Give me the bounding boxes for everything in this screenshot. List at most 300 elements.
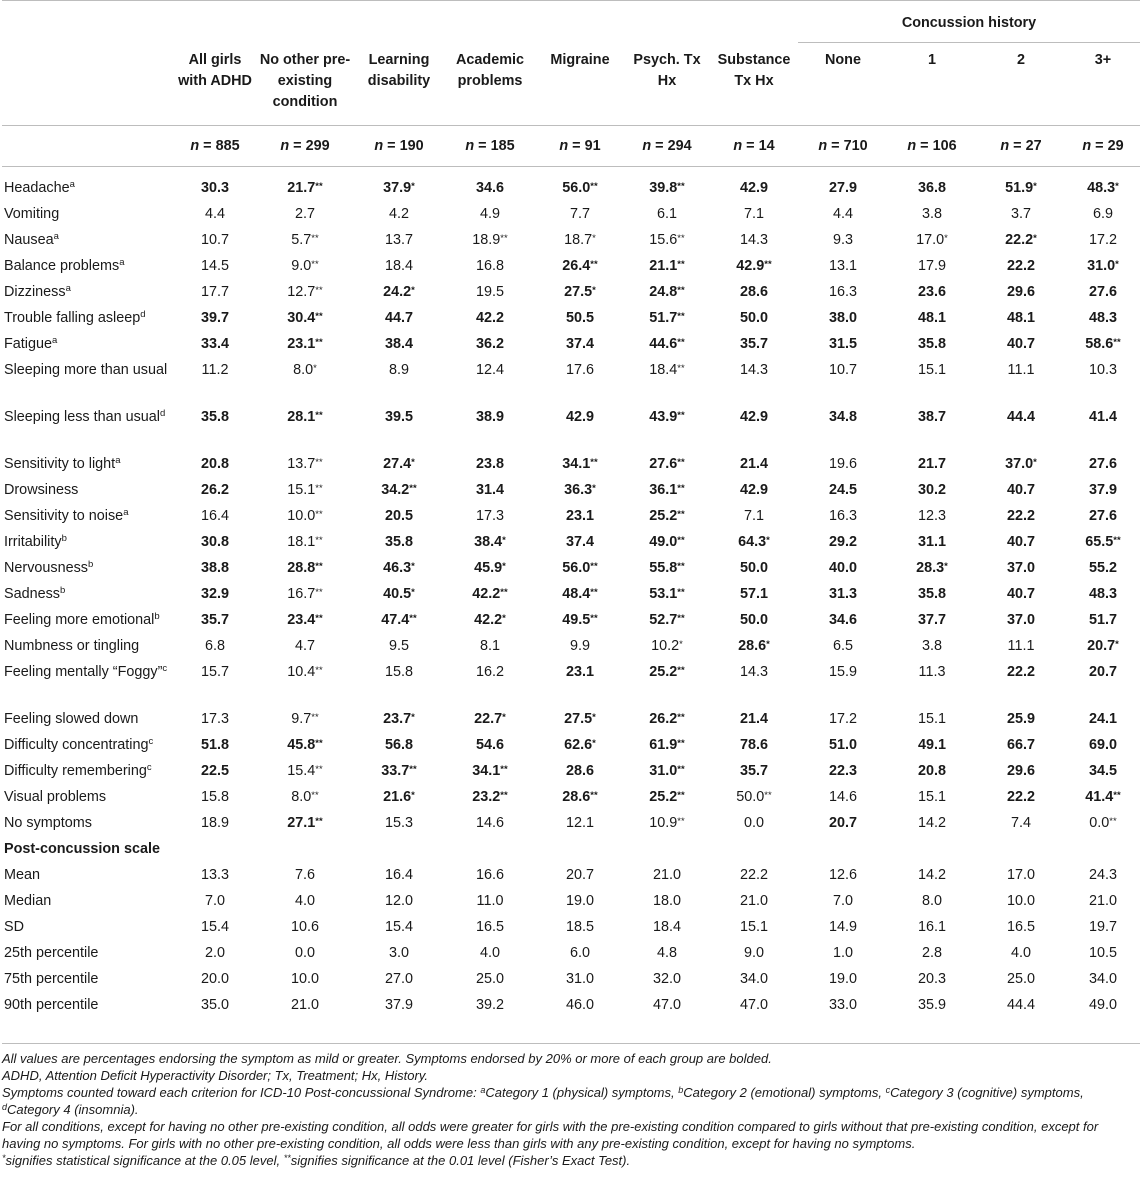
row-label: Balance problems$^a$ bbox=[4, 256, 125, 274]
row-label: 25th percentile bbox=[4, 944, 99, 961]
table-cell: 15.3 bbox=[384, 814, 413, 831]
row-label: Median bbox=[4, 892, 52, 909]
table-cell: 23.2** bbox=[472, 788, 508, 805]
table-cell: 38.9 bbox=[475, 408, 504, 425]
table-notes bbox=[2, 1050, 1138, 1169]
sample-size-cell: n = 710 bbox=[798, 126, 888, 167]
table-cell: 28.6 bbox=[565, 762, 594, 779]
table-row bbox=[2, 732, 1140, 758]
table-cell: 27.6 bbox=[1088, 455, 1117, 472]
table-cell: 16.8 bbox=[475, 257, 504, 274]
table-cell: 21.7 bbox=[917, 455, 946, 472]
table-cell: 36.8 bbox=[917, 180, 946, 196]
table-cell: 4.9 bbox=[479, 205, 500, 222]
sample-size-cell: n = 14 bbox=[710, 126, 798, 167]
table-row bbox=[2, 659, 1140, 706]
table-cell: 39.2 bbox=[475, 996, 504, 1013]
table-cell: 4.7 bbox=[294, 637, 315, 654]
table-row bbox=[2, 404, 1140, 451]
table-cell: 17.3 bbox=[475, 507, 504, 524]
table-cell: 35.8 bbox=[384, 533, 413, 550]
table-cell: 27.1** bbox=[287, 814, 323, 831]
concussion-history-header: Concussion history bbox=[798, 1, 1140, 43]
table-cell: 24.5 bbox=[828, 481, 857, 498]
table-cell: 56.0** bbox=[562, 180, 598, 196]
table-cell: 37.0 bbox=[1006, 611, 1035, 628]
table-cell: 48.3 bbox=[1088, 309, 1117, 326]
table-cell: 44.6** bbox=[649, 335, 685, 352]
table-row bbox=[2, 607, 1140, 633]
table-cell: 18.9** bbox=[472, 231, 508, 248]
sample-size-cell: n = 299 bbox=[256, 126, 354, 167]
table-cell: 9.5 bbox=[388, 637, 409, 654]
table-cell: 46.3* bbox=[383, 559, 415, 576]
table-cell: 51.0 bbox=[828, 736, 857, 753]
table-row bbox=[2, 305, 1140, 331]
table-cell: 36.3* bbox=[564, 481, 596, 498]
table-cell: 10.7 bbox=[828, 361, 857, 378]
table-cell: 47.0 bbox=[652, 996, 681, 1013]
column-header: All girls with ADHD bbox=[178, 51, 252, 89]
row-label: Irritability$^b$ bbox=[4, 532, 67, 550]
table-cell: 3.8 bbox=[921, 205, 942, 222]
table-cell: 8.0 bbox=[921, 892, 942, 909]
table-cell: 40.7 bbox=[1006, 585, 1035, 602]
table-cell: 48.3* bbox=[1087, 180, 1119, 196]
table-cell: 19.0 bbox=[828, 970, 857, 987]
table-cell: 37.4 bbox=[565, 335, 594, 352]
note-line-2: ADHD, Attention Deficit Hyperactivity Disorder; Tx, Treatment; Hx, History. bbox=[2, 1068, 428, 1083]
row-label: No symptoms bbox=[4, 814, 92, 831]
table-cell: 19.5 bbox=[475, 283, 504, 300]
table-cell: 15.1 bbox=[739, 918, 768, 935]
table-cell: 37.9 bbox=[1088, 481, 1117, 498]
table-cell: 15.8 bbox=[200, 788, 229, 805]
table-cell: 16.5 bbox=[475, 918, 504, 935]
table-cell: 34.5 bbox=[1088, 762, 1117, 779]
table-cell: 49.0 bbox=[1088, 996, 1117, 1013]
table-cell: 26.4** bbox=[562, 257, 598, 274]
table-cell: 42.9 bbox=[739, 408, 768, 425]
table-cell: 37.9* bbox=[383, 180, 415, 196]
table-cell: 41.4** bbox=[1085, 788, 1121, 805]
table-row bbox=[2, 529, 1140, 555]
table-cell: 22.7* bbox=[474, 710, 506, 727]
row-label: SD bbox=[4, 918, 24, 935]
row-label: Difficulty remembering$^c$ bbox=[4, 761, 152, 779]
table-row bbox=[2, 331, 1140, 357]
table-cell: 15.4** bbox=[287, 762, 323, 779]
table-cell: 14.5 bbox=[200, 257, 229, 274]
note-line-3: Symptoms counted toward each criterion for ICD-10 Post-concussional Syndrome: $^a$Category 1 (physical) symptoms, $^b$Category 2 (emotional) symptoms, $^c$Category 3 (cognitive) symptoms, $^d$Category 4 (insomnia). bbox=[2, 1085, 1084, 1117]
sample-size-row bbox=[2, 126, 1140, 167]
table-cell: 27.6 bbox=[1088, 283, 1117, 300]
table-cell: 2.0 bbox=[204, 944, 225, 961]
table-cell: 26.2 bbox=[200, 481, 229, 498]
table-cell: 16.4 bbox=[384, 866, 413, 883]
row-label: Visual problems bbox=[4, 788, 107, 805]
table-cell: 16.3 bbox=[828, 507, 857, 524]
table-cell: 15.1 bbox=[917, 710, 946, 727]
table-cell: 4.0 bbox=[1010, 944, 1031, 961]
table-cell: 31.1 bbox=[917, 533, 946, 550]
table-cell: 39.8** bbox=[649, 180, 685, 196]
table-cell: 22.5 bbox=[200, 762, 229, 779]
table-cell: 22.2 bbox=[739, 866, 768, 883]
table-cell: 20.7 bbox=[565, 866, 594, 883]
table-cell: 21.7** bbox=[287, 180, 323, 196]
row-label: Vomiting bbox=[4, 205, 60, 222]
table-cell: 18.7* bbox=[564, 231, 596, 248]
table-cell: 49.1 bbox=[917, 736, 946, 753]
sample-size-cell: n = 106 bbox=[888, 126, 976, 167]
table-row bbox=[2, 784, 1140, 810]
table-cell: 4.0 bbox=[294, 892, 315, 909]
table-cell: 27.6 bbox=[1088, 507, 1117, 524]
table-cell: 13.7 bbox=[384, 231, 413, 248]
table-cell: 16.5 bbox=[1006, 918, 1035, 935]
table-row bbox=[2, 451, 1140, 477]
table-cell: 78.6 bbox=[739, 736, 768, 753]
table-cell: 20.5 bbox=[384, 507, 413, 524]
table-cell: 25.2** bbox=[649, 788, 685, 805]
table-cell: 14.6 bbox=[828, 788, 857, 805]
row-label: Mean bbox=[4, 866, 40, 883]
table-cell: 42.9** bbox=[736, 257, 772, 274]
table-cell: 42.2* bbox=[474, 611, 506, 628]
table-cell: 16.6 bbox=[475, 866, 504, 883]
table-cell: 27.0 bbox=[384, 970, 413, 987]
table-cell: 31.4 bbox=[475, 481, 504, 498]
table-cell: 33.7** bbox=[381, 762, 417, 779]
table-cell: 50.0 bbox=[739, 559, 768, 576]
table-cell: 12.4 bbox=[475, 361, 504, 378]
row-label: Sadness$^b$ bbox=[4, 584, 66, 602]
table-cell: 24.1 bbox=[1088, 710, 1117, 727]
table-cell: 7.1 bbox=[743, 205, 764, 222]
table-cell: 8.1 bbox=[479, 637, 500, 654]
table-cell: 19.7 bbox=[1088, 918, 1117, 935]
table-cell: 21.6* bbox=[383, 788, 415, 805]
table-cell: 50.0 bbox=[739, 309, 768, 326]
table-cell: 38.7 bbox=[917, 408, 946, 425]
table-cell: 13.3 bbox=[200, 866, 229, 883]
table-cell: 2.8 bbox=[921, 944, 942, 961]
table-cell: 17.7 bbox=[200, 283, 229, 300]
table-cell: 10.0 bbox=[1006, 892, 1035, 909]
table-cell: 28.1** bbox=[287, 408, 323, 425]
table-row bbox=[2, 992, 1140, 1018]
table-cell: 14.3 bbox=[739, 663, 768, 680]
table-cell: 23.4** bbox=[287, 611, 323, 628]
table-cell: 35.8 bbox=[917, 585, 946, 602]
table-cell: 38.8 bbox=[200, 559, 229, 576]
table-cell: 18.5 bbox=[565, 918, 594, 935]
table-row bbox=[2, 862, 1140, 888]
table-cell: 7.4 bbox=[1010, 814, 1031, 831]
table-cell: 22.2* bbox=[1005, 231, 1037, 248]
table-cell: 47.4** bbox=[381, 611, 417, 628]
table-cell: 8.9 bbox=[388, 361, 409, 378]
row-label: Nausea$^a$ bbox=[4, 230, 59, 248]
table-cell: 3.8 bbox=[921, 637, 942, 654]
table-cell: 23.7* bbox=[383, 710, 415, 727]
table-cell: 46.0 bbox=[565, 996, 594, 1013]
table-cell: 31.0* bbox=[1087, 257, 1119, 274]
table-cell: 7.6 bbox=[294, 866, 315, 883]
sample-size-cell: n = 29 bbox=[1066, 126, 1140, 167]
row-label: Feeling more emotional$^b$ bbox=[4, 610, 160, 628]
row-label: Difficulty concentrating$^c$ bbox=[4, 735, 154, 753]
table-cell: 24.8** bbox=[649, 283, 685, 300]
row-label: Sleeping less than usual$^d$ bbox=[4, 407, 166, 425]
table-cell: 45.9* bbox=[474, 559, 506, 576]
table-cell: 38.4 bbox=[384, 335, 413, 352]
row-label: Trouble falling asleep$^d$ bbox=[4, 308, 146, 326]
table-cell: 10.2* bbox=[651, 637, 683, 654]
table-cell: 24.3 bbox=[1088, 866, 1117, 883]
table-cell: 10.7 bbox=[200, 231, 229, 248]
table-cell: 21.4 bbox=[739, 455, 768, 472]
table-cell: 6.0 bbox=[569, 944, 590, 961]
table-row bbox=[2, 253, 1140, 279]
table-cell: 21.4 bbox=[739, 710, 768, 727]
table-cell: 27.5* bbox=[564, 710, 596, 727]
table-cell: 15.8 bbox=[384, 663, 413, 680]
table-cell: 15.6** bbox=[649, 231, 685, 248]
table-cell: 21.0 bbox=[290, 996, 319, 1013]
table-cell: 28.3* bbox=[916, 559, 948, 576]
table-cell: 19.0 bbox=[565, 892, 594, 909]
table-cell: 57.1 bbox=[739, 585, 768, 602]
table-cell: 19.6 bbox=[828, 455, 857, 472]
table-cell: 34.6 bbox=[828, 611, 857, 628]
table-cell: 6.5 bbox=[832, 637, 853, 654]
table-cell: 44.4 bbox=[1006, 408, 1035, 425]
table-cell: 6.8 bbox=[204, 637, 225, 654]
table-cell: 3.0 bbox=[388, 944, 409, 961]
table-cell: 34.1** bbox=[472, 762, 508, 779]
table-cell: 31.5 bbox=[828, 335, 857, 352]
table-cell: 15.7 bbox=[200, 663, 229, 680]
table-cell: 55.8** bbox=[649, 559, 685, 576]
table-cell: 27.6** bbox=[649, 455, 685, 472]
row-label: Feeling slowed down bbox=[4, 710, 139, 727]
table-cell: 51.8 bbox=[200, 736, 229, 753]
table-cell: 36.2 bbox=[475, 335, 504, 352]
row-label: Sensitivity to light$^a$ bbox=[4, 454, 121, 472]
table-cell: 42.2 bbox=[475, 309, 504, 326]
table-cell: 30.2 bbox=[917, 481, 946, 498]
table-cell: 64.3* bbox=[738, 533, 770, 550]
table-cell: 14.9 bbox=[828, 918, 857, 935]
row-label: Drowsiness bbox=[4, 481, 79, 498]
table-cell: 49.0** bbox=[649, 533, 685, 550]
table-cell: 27.5* bbox=[564, 283, 596, 300]
table-cell: 32.0 bbox=[652, 970, 681, 987]
table-cell: 12.3 bbox=[917, 507, 946, 524]
table-cell: 23.1** bbox=[287, 335, 323, 352]
row-label: Numbness or tingling bbox=[4, 637, 140, 654]
table-cell: 10.4** bbox=[287, 663, 323, 680]
table-cell: 7.0 bbox=[204, 892, 225, 909]
table-cell: 47.0 bbox=[739, 996, 768, 1013]
table-cell: 69.0 bbox=[1088, 736, 1117, 753]
table-cell: 23.1 bbox=[565, 507, 594, 524]
table-cell: 40.7 bbox=[1006, 533, 1035, 550]
table-cell: 52.7** bbox=[649, 611, 685, 628]
table-cell: 9.0** bbox=[291, 257, 319, 274]
table-cell: 34.2** bbox=[381, 481, 417, 498]
table-cell: 37.9 bbox=[384, 996, 413, 1013]
table-row bbox=[2, 914, 1140, 940]
table-cell: 17.9 bbox=[917, 257, 946, 274]
table-cell: 43.9** bbox=[649, 408, 685, 425]
row-label: Nervousness$^b$ bbox=[4, 558, 94, 576]
table-cell: 40.5* bbox=[383, 585, 415, 602]
table-cell: 65.5** bbox=[1085, 533, 1121, 550]
table-header bbox=[2, 1, 1140, 167]
table-cell: 35.7 bbox=[739, 762, 768, 779]
table-cell: 11.1 bbox=[1007, 361, 1035, 378]
table-cell: 7.7 bbox=[569, 205, 590, 222]
sample-size-cell: n = 885 bbox=[174, 126, 256, 167]
table-cell: 34.8 bbox=[828, 408, 857, 425]
table-cell: 9.9 bbox=[569, 637, 590, 654]
sample-size-cell: n = 190 bbox=[354, 126, 444, 167]
table-cell: 29.2 bbox=[828, 533, 857, 550]
table-body bbox=[2, 167, 1140, 1044]
table-cell: 25.0 bbox=[475, 970, 504, 987]
table-cell: 15.1 bbox=[917, 788, 946, 805]
row-label: 75th percentile bbox=[4, 970, 99, 987]
table-cell: 40.7 bbox=[1006, 335, 1035, 352]
table-cell: 21.0 bbox=[1088, 892, 1117, 909]
table-cell: 34.0 bbox=[739, 970, 768, 987]
table-cell: 39.5 bbox=[384, 408, 413, 425]
table-cell: 50.0 bbox=[739, 611, 768, 628]
table-cell: 6.1 bbox=[656, 205, 677, 222]
table-cell: 28.6** bbox=[562, 788, 598, 805]
table-cell: 11.3 bbox=[918, 663, 946, 680]
table-cell: 30.3 bbox=[200, 180, 229, 196]
table-cell: 31.0 bbox=[565, 970, 594, 987]
table-cell: 12.1 bbox=[565, 814, 594, 831]
table-cell: 37.4 bbox=[565, 533, 594, 550]
table-cell: 56.8 bbox=[384, 736, 413, 753]
column-header: Academic problems bbox=[456, 51, 524, 89]
table-row bbox=[2, 201, 1140, 227]
table-cell: 29.6 bbox=[1006, 283, 1035, 300]
sample-size-cell: n = 91 bbox=[536, 126, 624, 167]
table-cell: 25.9 bbox=[1006, 710, 1035, 727]
table-cell: 31.0** bbox=[649, 762, 685, 779]
table-row bbox=[2, 633, 1140, 659]
row-label: Headache$^a$ bbox=[4, 179, 75, 196]
table-cell: 12.6 bbox=[828, 866, 857, 883]
table-cell: 13.1 bbox=[828, 257, 857, 274]
table-cell: 51.9* bbox=[1005, 180, 1037, 196]
table-cell: 2.7 bbox=[294, 205, 315, 222]
table-cell: 11.0 bbox=[476, 892, 504, 909]
table-cell: 22.2 bbox=[1006, 788, 1035, 805]
table-cell: 4.4 bbox=[204, 205, 225, 222]
table-cell: 14.3 bbox=[739, 231, 768, 248]
note-line-4: For all conditions, except for having no other pre-existing condition, all odds were greater for girls with the pre-existing condition compared to girls without that pre-existing condition, except for having no symptoms. For girls with no other pre-existing condition, all odds were less than girls with any pre-existing condition, except for having no symptoms. bbox=[2, 1119, 1099, 1151]
table-cell: 10.0 bbox=[290, 970, 319, 987]
table-cell: 58.6** bbox=[1085, 335, 1121, 352]
table-cell: 24.2* bbox=[383, 283, 415, 300]
table-cell: 20.8 bbox=[200, 455, 229, 472]
table-row bbox=[2, 227, 1140, 253]
table-cell: 14.2 bbox=[917, 866, 946, 883]
table-cell: 17.2 bbox=[828, 710, 857, 727]
table-cell: 17.2 bbox=[1088, 231, 1117, 248]
note-line-1: All values are percentages endorsing the symptom as mild or greater. Symptoms endorsed by 20% or more of each group are bolded. bbox=[2, 1051, 772, 1066]
table-cell: 27.4* bbox=[383, 455, 415, 472]
table-cell: 0.0** bbox=[1089, 814, 1117, 831]
table-cell: 35.7 bbox=[200, 611, 229, 628]
table-cell: 15.4 bbox=[384, 918, 413, 935]
table-row bbox=[2, 167, 1140, 201]
row-label: Sensitivity to noise$^a$ bbox=[4, 506, 129, 524]
column-header: Learning disability bbox=[367, 51, 431, 89]
column-header: 3+ bbox=[1094, 52, 1112, 68]
table-cell: 17.3 bbox=[200, 710, 229, 727]
table-cell: 22.3 bbox=[828, 762, 857, 779]
table-cell: 16.3 bbox=[828, 283, 857, 300]
table-cell: 38.0 bbox=[828, 309, 857, 326]
table-cell: 6.9 bbox=[1092, 205, 1113, 222]
table-cell: 37.7 bbox=[917, 611, 946, 628]
table-cell: 23.6 bbox=[917, 283, 946, 300]
table-cell: 26.2** bbox=[649, 710, 685, 727]
table-cell: 42.9 bbox=[739, 481, 768, 498]
note-line-5: *signifies statistical significance at the 0.05 level, **signifies significance at the 0.01 level (Fisher’s Exact Test). bbox=[2, 1153, 631, 1168]
row-label: 90th percentile bbox=[4, 996, 99, 1013]
table-cell: 40.7 bbox=[1006, 481, 1035, 498]
table-cell: 22.2 bbox=[1006, 257, 1035, 274]
table-cell: 17.0* bbox=[916, 231, 948, 248]
table-cell: 55.2 bbox=[1088, 559, 1117, 576]
table-cell: 28.6 bbox=[739, 283, 768, 300]
table-cell: 31.3 bbox=[828, 585, 857, 602]
table-row bbox=[2, 555, 1140, 581]
table-cell: 48.4** bbox=[562, 585, 598, 602]
table-cell: 34.0 bbox=[1088, 970, 1117, 987]
table-cell: 18.4** bbox=[649, 361, 685, 378]
sample-size-cell: n = 27 bbox=[976, 126, 1066, 167]
table-cell: 34.6 bbox=[475, 180, 504, 196]
sample-size-cell: n = 294 bbox=[624, 126, 710, 167]
table-cell: 15.1** bbox=[287, 481, 323, 498]
column-header-row bbox=[2, 43, 1140, 126]
row-label: Dizziness$^a$ bbox=[4, 282, 71, 300]
table-cell: 29.6 bbox=[1006, 762, 1035, 779]
column-header: No other pre-existing condition bbox=[259, 51, 351, 110]
table-cell: 28.6* bbox=[738, 637, 770, 654]
table-cell: 11.1 bbox=[1007, 637, 1035, 654]
table-cell: 14.3 bbox=[739, 361, 768, 378]
table-cell: 25.2** bbox=[649, 663, 685, 680]
table-cell: 35.9 bbox=[917, 996, 946, 1013]
table-cell: 0.0 bbox=[743, 814, 764, 831]
row-label: Sleeping more than usual bbox=[4, 361, 168, 378]
column-header: Substance Tx Hx bbox=[717, 51, 791, 89]
table-cell: 56.0** bbox=[562, 559, 598, 576]
table-row bbox=[2, 357, 1140, 404]
table-row bbox=[2, 581, 1140, 607]
